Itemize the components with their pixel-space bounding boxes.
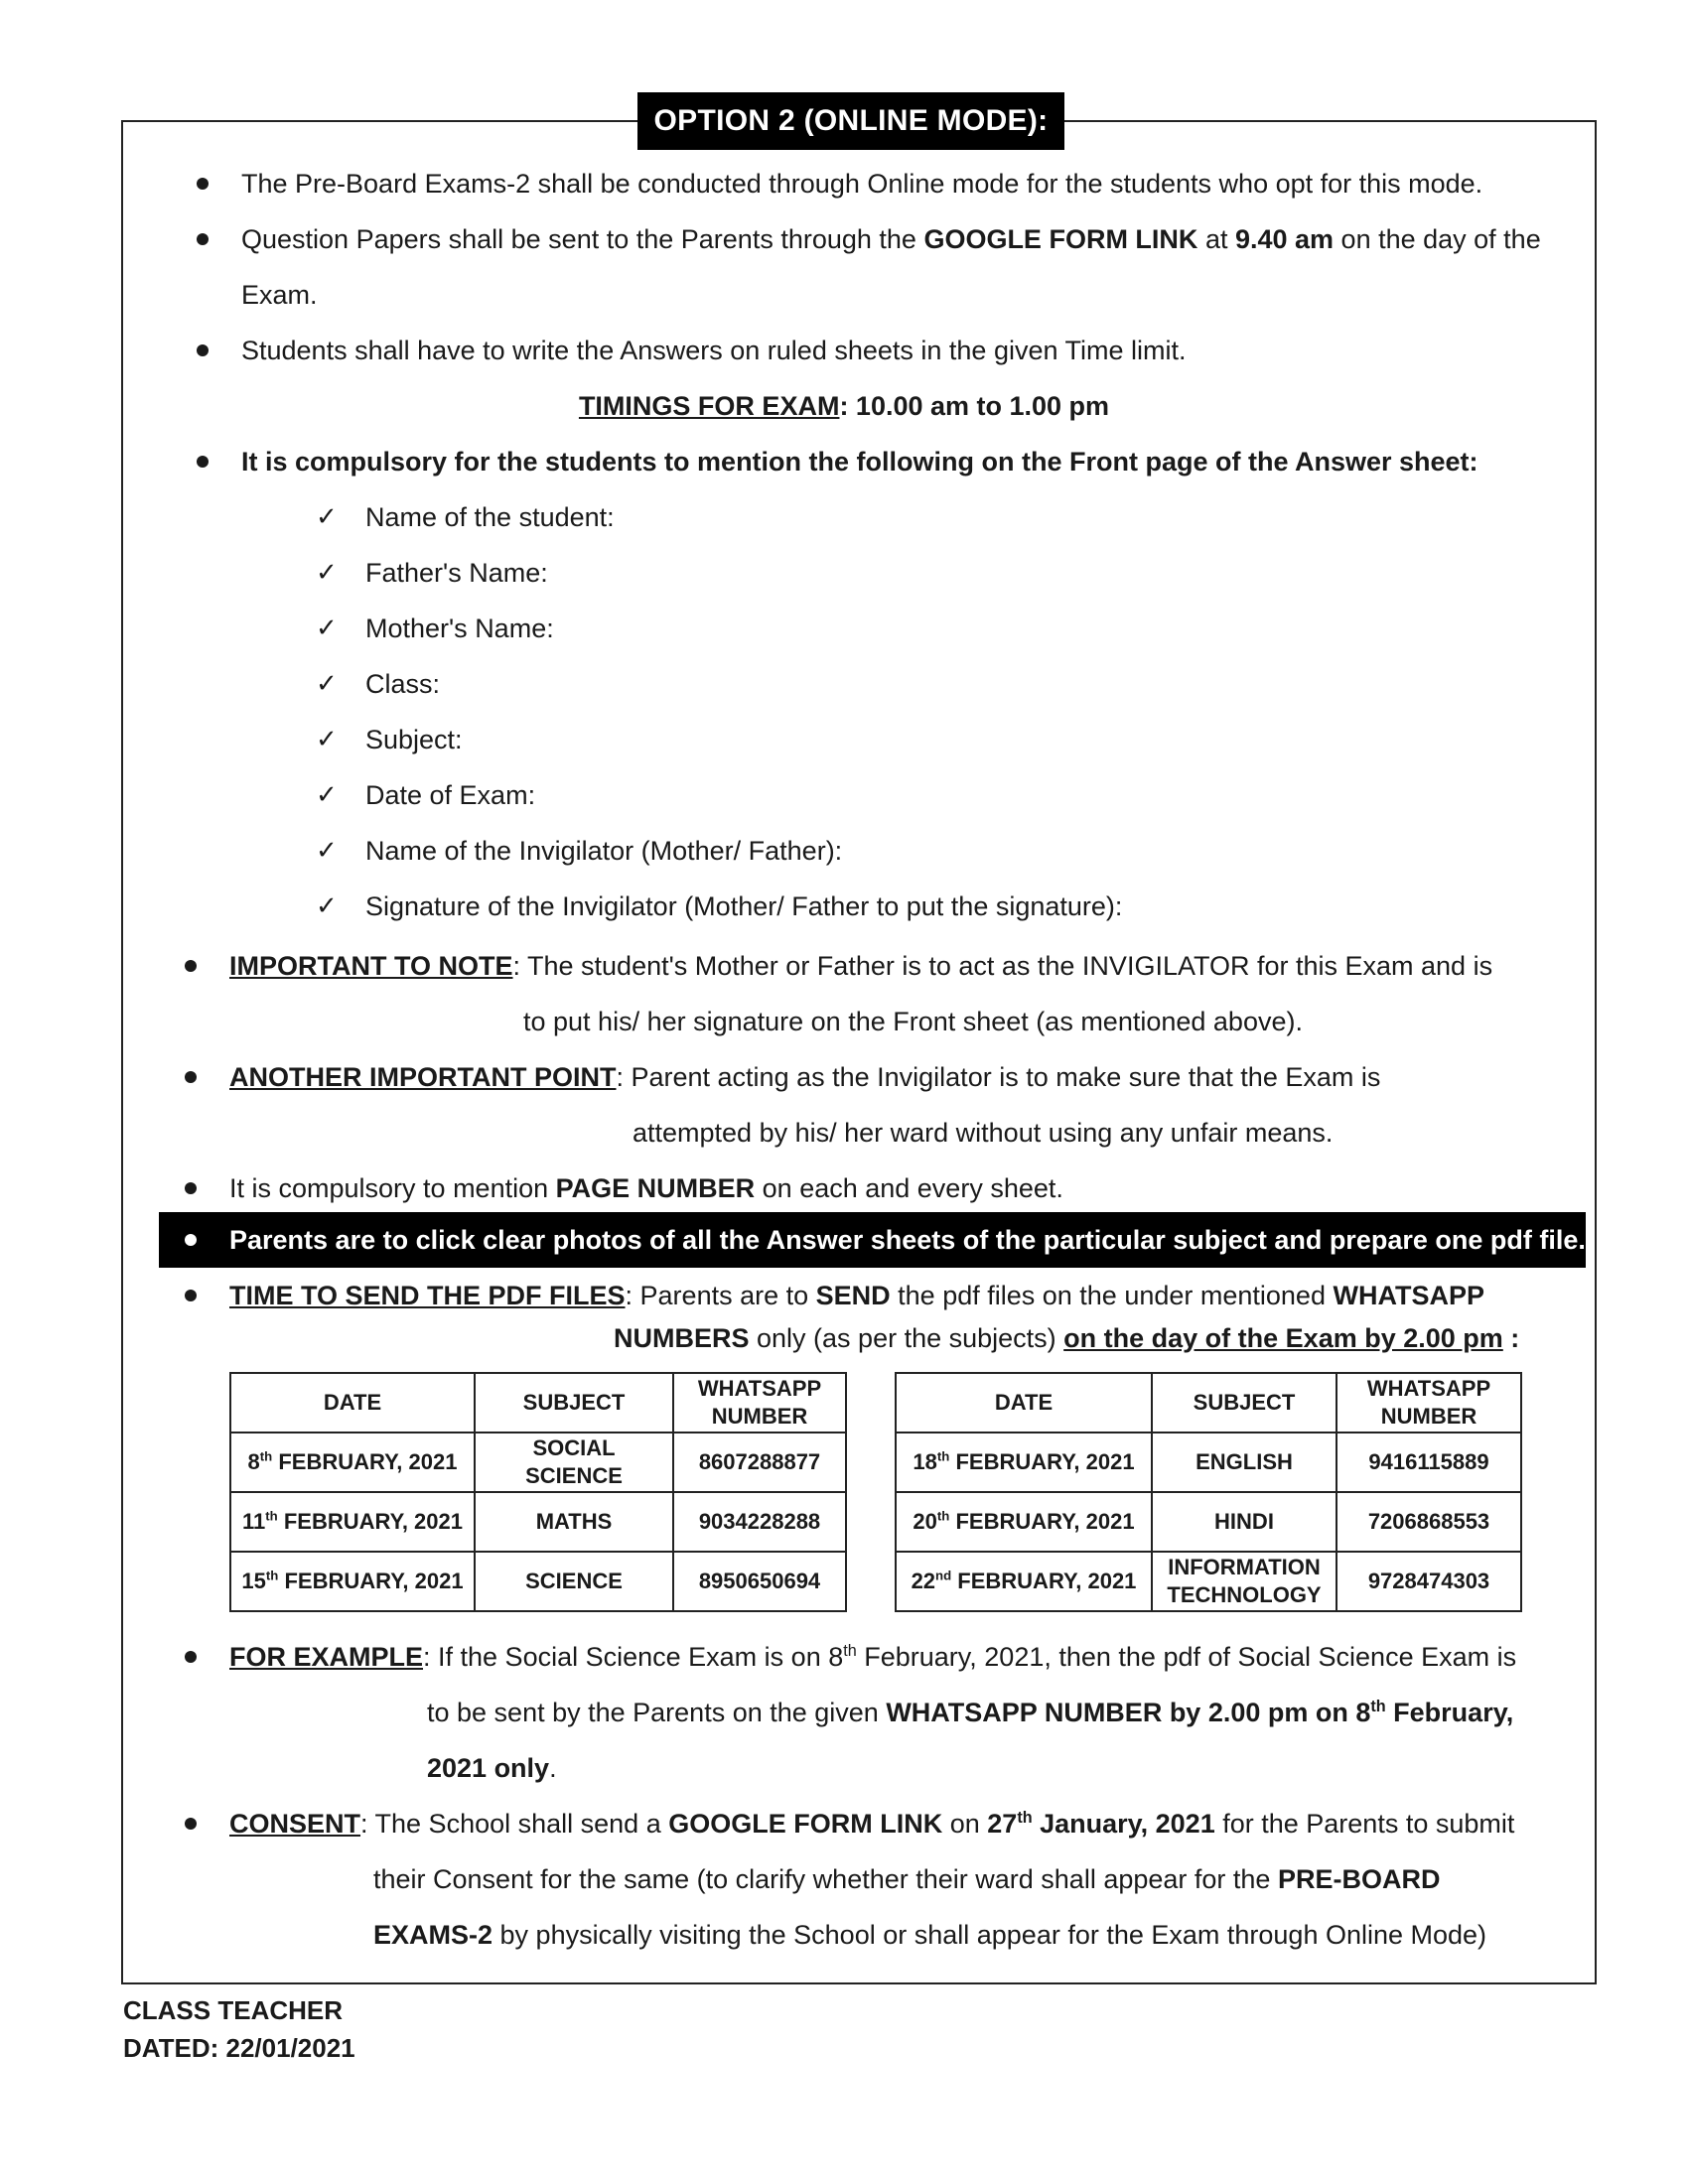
section-title: OPTION 2 (ONLINE MODE): bbox=[637, 92, 1064, 150]
bullet-icon bbox=[185, 1234, 197, 1246]
bullet-item-question-papers-cont: Exam. bbox=[241, 280, 318, 310]
bullet-item-important-note-cont: to put his/ her signature on the Front sheet (as mentioned above). bbox=[523, 1007, 1303, 1036]
checklist-item: ✓ Date of Exam: bbox=[0, 773, 1688, 817]
bullet-item-example-cont2: 2021 only. bbox=[427, 1753, 557, 1783]
checklist-item: ✓ Name of the student: bbox=[0, 495, 1688, 539]
bullet-icon bbox=[185, 1071, 197, 1083]
number-cell: 9728474303 bbox=[1336, 1552, 1521, 1611]
checkmark-icon: ✓ bbox=[316, 502, 338, 532]
date-cell: 22nd FEBRUARY, 2021 bbox=[896, 1552, 1152, 1611]
bullet-item-question-papers: Question Papers shall be sent to the Parents through the GOOGLE FORM LINK at 9.40 am on the day of the bbox=[0, 217, 1688, 261]
checkmark-icon: ✓ bbox=[316, 669, 338, 699]
highlight-band: Parents are to click clear photos of all the Answer sheets of the particular subject and prepare one pdf file. bbox=[159, 1212, 1586, 1268]
bullet-item-consent: CONSENT: The School shall send a GOOGLE FORM LINK on 27th January, 2021 for the Parents to submit bbox=[0, 1802, 1688, 1845]
checkmark-icon: ✓ bbox=[316, 725, 338, 754]
date-cell: 18th FEBRUARY, 2021 bbox=[896, 1433, 1152, 1492]
date-cell: 11th FEBRUARY, 2021 bbox=[230, 1492, 475, 1552]
bullet-item-example: FOR EXAMPLE: If the Social Science Exam is on 8th February, 2021, then the pdf of Social Science Exam is bbox=[0, 1635, 1688, 1679]
bullet-item-time-to-send: TIME TO SEND THE PDF FILES: Parents are to SEND the pdf files on the under mentioned WHATSAPP bbox=[0, 1274, 1688, 1317]
bullet-item-important-note: IMPORTANT TO NOTE: The student's Mother or Father is to act as the INVIGILATOR for this Exam and is bbox=[0, 944, 1688, 988]
subject-cell: SOCIAL SCIENCE bbox=[475, 1433, 673, 1492]
bullet-item-consent-cont: their Consent for the same (to clarify whether their ward shall appear for the PRE-BOARD bbox=[373, 1864, 1441, 1894]
checkmark-icon: ✓ bbox=[316, 558, 338, 588]
bullet-item-page-number: It is compulsory to mention PAGE NUMBER on each and every sheet. bbox=[0, 1166, 1688, 1210]
table-row bbox=[230, 1492, 846, 1552]
bullet-icon bbox=[197, 233, 209, 245]
subject-cell: HINDI bbox=[1152, 1492, 1336, 1552]
column-header-whatsapp: WHATSAPP NUMBER bbox=[673, 1373, 846, 1433]
bullet-item-online-mode: The Pre-Board Exams-2 shall be conducted through Online mode for the students who opt for this mode. bbox=[0, 162, 1688, 205]
bullet-icon bbox=[185, 1182, 197, 1194]
number-cell: 8607288877 bbox=[673, 1433, 846, 1492]
date-cell: 20th FEBRUARY, 2021 bbox=[896, 1492, 1152, 1552]
footer-date: DATED: 22/01/2021 bbox=[123, 2033, 355, 2063]
number-cell: 7206868553 bbox=[1336, 1492, 1521, 1552]
number-cell: 9416115889 bbox=[1336, 1433, 1521, 1492]
bullet-item-another-point: ANOTHER IMPORTANT POINT: Parent acting as the Invigilator is to make sure that the Exam is bbox=[0, 1055, 1688, 1099]
bullet-item-example-cont: to be sent by the Parents on the given WHATSAPP NUMBER by 2.00 pm on 8th February, bbox=[427, 1698, 1514, 1727]
checklist-item: ✓ Mother's Name: bbox=[0, 607, 1688, 650]
subject-cell: SCIENCE bbox=[475, 1552, 673, 1611]
checkmark-icon: ✓ bbox=[316, 614, 338, 643]
bullet-icon bbox=[185, 1290, 197, 1301]
date-cell: 15th FEBRUARY, 2021 bbox=[230, 1552, 475, 1611]
date-cell: 8th FEBRUARY, 2021 bbox=[230, 1433, 475, 1492]
checklist-item: ✓ Father's Name: bbox=[0, 551, 1688, 595]
bullet-item-answers: Students shall have to write the Answers on ruled sheets in the given Time limit. bbox=[0, 329, 1688, 372]
subject-cell: INFORMATION TECHNOLOGY bbox=[1152, 1552, 1336, 1611]
bullet-icon bbox=[197, 178, 209, 190]
column-header-whatsapp: WHATSAPP NUMBER bbox=[1336, 1373, 1521, 1433]
column-header-date: DATE bbox=[896, 1373, 1152, 1433]
footer-signatory: CLASS TEACHER bbox=[123, 1995, 344, 2025]
subject-cell: MATHS bbox=[475, 1492, 673, 1552]
whatsapp-table-left bbox=[229, 1372, 847, 1612]
exam-timings: TIMINGS FOR EXAM: 10.00 am to 1.00 pm bbox=[578, 391, 1110, 421]
table-header-row bbox=[896, 1373, 1521, 1433]
column-header-date: DATE bbox=[230, 1373, 475, 1433]
bullet-item-time-to-send-cont: NUMBERS only (as per the subjects) on the day of the Exam by 2.00 pm : bbox=[614, 1323, 1520, 1353]
checkmark-icon: ✓ bbox=[316, 891, 338, 921]
checklist-item: ✓ Subject: bbox=[0, 718, 1688, 761]
column-header-subject: SUBJECT bbox=[1152, 1373, 1336, 1433]
table-row bbox=[230, 1433, 846, 1492]
bullet-icon bbox=[185, 960, 197, 972]
bullet-item-another-point-cont: attempted by his/ her ward without using any unfair means. bbox=[633, 1118, 1334, 1148]
bullet-icon bbox=[197, 344, 209, 356]
table-header-row bbox=[230, 1373, 846, 1433]
bullet-icon bbox=[197, 456, 209, 468]
checklist-item: ✓ Name of the Invigilator (Mother/ Father): bbox=[0, 829, 1688, 873]
table-row bbox=[896, 1433, 1521, 1492]
bullet-item-consent-cont2: EXAMS-2 by physically visiting the School or shall appear for the Exam through Online Mode) bbox=[373, 1920, 1487, 1950]
table-row bbox=[896, 1552, 1521, 1611]
number-cell: 8950650694 bbox=[673, 1552, 846, 1611]
checkmark-icon: ✓ bbox=[316, 780, 338, 810]
table-row bbox=[230, 1552, 846, 1611]
table-row bbox=[896, 1492, 1521, 1552]
bullet-item-front-page: It is compulsory for the students to mention the following on the Front page of the Answer sheet: bbox=[0, 440, 1688, 483]
bullet-icon bbox=[185, 1651, 197, 1663]
checklist-item: ✓ Signature of the Invigilator (Mother/ Father to put the signature): bbox=[0, 885, 1688, 928]
number-cell: 9034228288 bbox=[673, 1492, 846, 1552]
checkmark-icon: ✓ bbox=[316, 836, 338, 866]
subject-cell: ENGLISH bbox=[1152, 1433, 1336, 1492]
checklist-item: ✓ Class: bbox=[0, 662, 1688, 706]
whatsapp-table-right bbox=[895, 1372, 1522, 1612]
bullet-icon bbox=[185, 1818, 197, 1830]
column-header-subject: SUBJECT bbox=[475, 1373, 673, 1433]
